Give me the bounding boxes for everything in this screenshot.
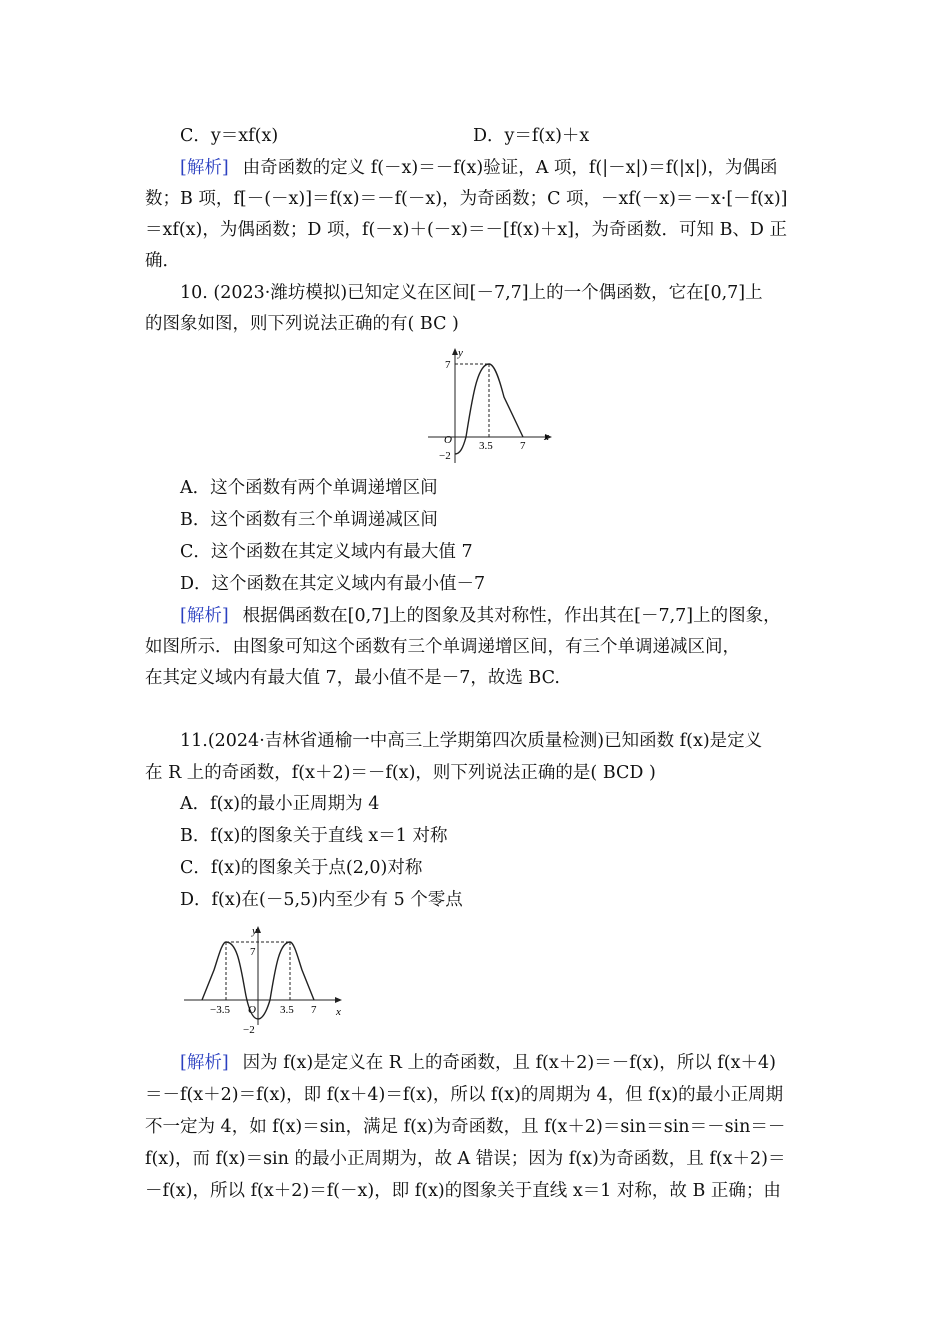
q10-option-c: C．这个函数在其定义域内有最大值 7	[180, 542, 473, 562]
q11-explanation-line-5: －f(x)，所以 f(x＋2)＝f(－x)，即 f(x)的图象关于直线 x＝1 对称，故 B 正确；由	[145, 1181, 781, 1201]
q10-stem-line-2: 的图象如图，则下列说法正确的有( BC )	[145, 314, 459, 334]
q11-option-d: D．f(x)在(－5,5)内至少有 5 个零点	[180, 890, 463, 910]
jiexi-tag: [解析]	[180, 1053, 229, 1073]
q9-explanation-line-3: ＝xf(x)，为偶函数；D 项，f(－x)＋(－x)＝－[f(x)＋x]，为奇函数．可知 B、D 正	[145, 220, 788, 240]
x-axis-label: x	[544, 431, 549, 443]
q11-option-c: C．f(x)的图象关于点(2,0)对称	[180, 858, 423, 878]
q11-function-graph	[180, 922, 350, 1042]
q11-stem-line-1: 11.(2024·吉林省通榆一中高三上学期第四次质量检测)已知函数 f(x)是定义	[180, 731, 763, 751]
origin-label: O	[444, 434, 452, 446]
q11-explanation-line-1: [解析] 因为 f(x)是定义在 R 上的奇函数，且 f(x＋2)＝－f(x)，所以 f(x＋4)	[180, 1053, 776, 1073]
x-axis-arrow	[335, 997, 342, 1003]
q10-option-d: D．这个函数在其定义域内有最小值－7	[180, 574, 486, 594]
tick-7-y: 7	[250, 946, 256, 958]
origin-label: O	[248, 1004, 256, 1016]
q11-stem-line-2: 在 R 上的奇函数，f(x＋2)＝－f(x)，则下列说法正确的是( BCD )	[145, 763, 656, 783]
q11-explanation-line-2: ＝－f(x＋2)＝f(x)，即 f(x＋4)＝f(x)，所以 f(x)的周期为 4，但 f(x)的最小正周期	[145, 1085, 784, 1105]
q10-function-graph	[420, 345, 560, 465]
q11-option-a: A．f(x)的最小正周期为 4	[180, 794, 380, 814]
tick-minus-2: −2	[243, 1024, 255, 1036]
q9-explanation-line-1: [解析] 由奇函数的定义 f(－x)＝－f(x)验证，A 项，f(|－x|)＝f(|x|)，为偶函	[180, 158, 778, 178]
tick-minus-2: −2	[439, 450, 451, 462]
jiexi-tag: [解析]	[180, 606, 229, 626]
q11-explanation-line-3: 不一定为 4，如 f(x)＝sin，满足 f(x)为奇函数，且 f(x＋2)＝sin＝sin＝－sin＝－	[145, 1117, 786, 1137]
q10-option-b: B．这个函数有三个单调递减区间	[180, 510, 438, 530]
y-axis-label: y	[252, 925, 257, 937]
y-axis-label: y	[458, 347, 463, 359]
q9-option-c: C．y＝xf(x)	[180, 126, 279, 146]
q10-option-a: A．这个函数有两个单调递增区间	[180, 478, 438, 498]
q9-option-d: D．y＝f(x)＋x	[473, 126, 590, 146]
tick-3-5: 3.5	[479, 440, 493, 452]
q9-explanation-line-2: 数；B 项，f[－(－x)]＝f(x)＝－f(－x)，为奇函数；C 项，－xf(－x)＝－x·[－f(x)]	[145, 189, 788, 209]
q9-explanation-line-4: 确．	[145, 251, 180, 271]
tick-7-x: 7	[311, 1004, 317, 1016]
tick-minus-3-5: −3.5	[210, 1004, 230, 1016]
tick-3-5: 3.5	[280, 1004, 294, 1016]
q10-explanation-line-2: 如图所示．由图象可知这个函数有三个单调递增区间，有三个单调递减区间，	[145, 637, 740, 657]
q10-explanation-line-1: [解析] 根据偶函数在[0,7]上的图象及其对称性，作出其在[－7,7]上的图象，	[180, 606, 781, 626]
q11-option-b: B．f(x)的图象关于直线 x＝1 对称	[180, 826, 448, 846]
q10-explanation-line-3: 在其定义域内有最大值 7，最小值不是－7，故选 BC.	[145, 668, 560, 688]
x-axis-label: x	[336, 1006, 341, 1018]
tick-7-x: 7	[520, 440, 526, 452]
q11-explanation-line-4: f(x)，而 f(x)＝sin 的最小正周期为，故 A 错误；因为 f(x)为奇函数，且 f(x＋2)＝	[145, 1149, 786, 1169]
q10-stem-line-1: 10. (2023·潍坊模拟)已知定义在区间[－7,7]上的一个偶函数，它在[0,7]上	[180, 283, 763, 303]
tick-7-y: 7	[445, 359, 451, 371]
jiexi-tag: [解析]	[180, 158, 229, 178]
